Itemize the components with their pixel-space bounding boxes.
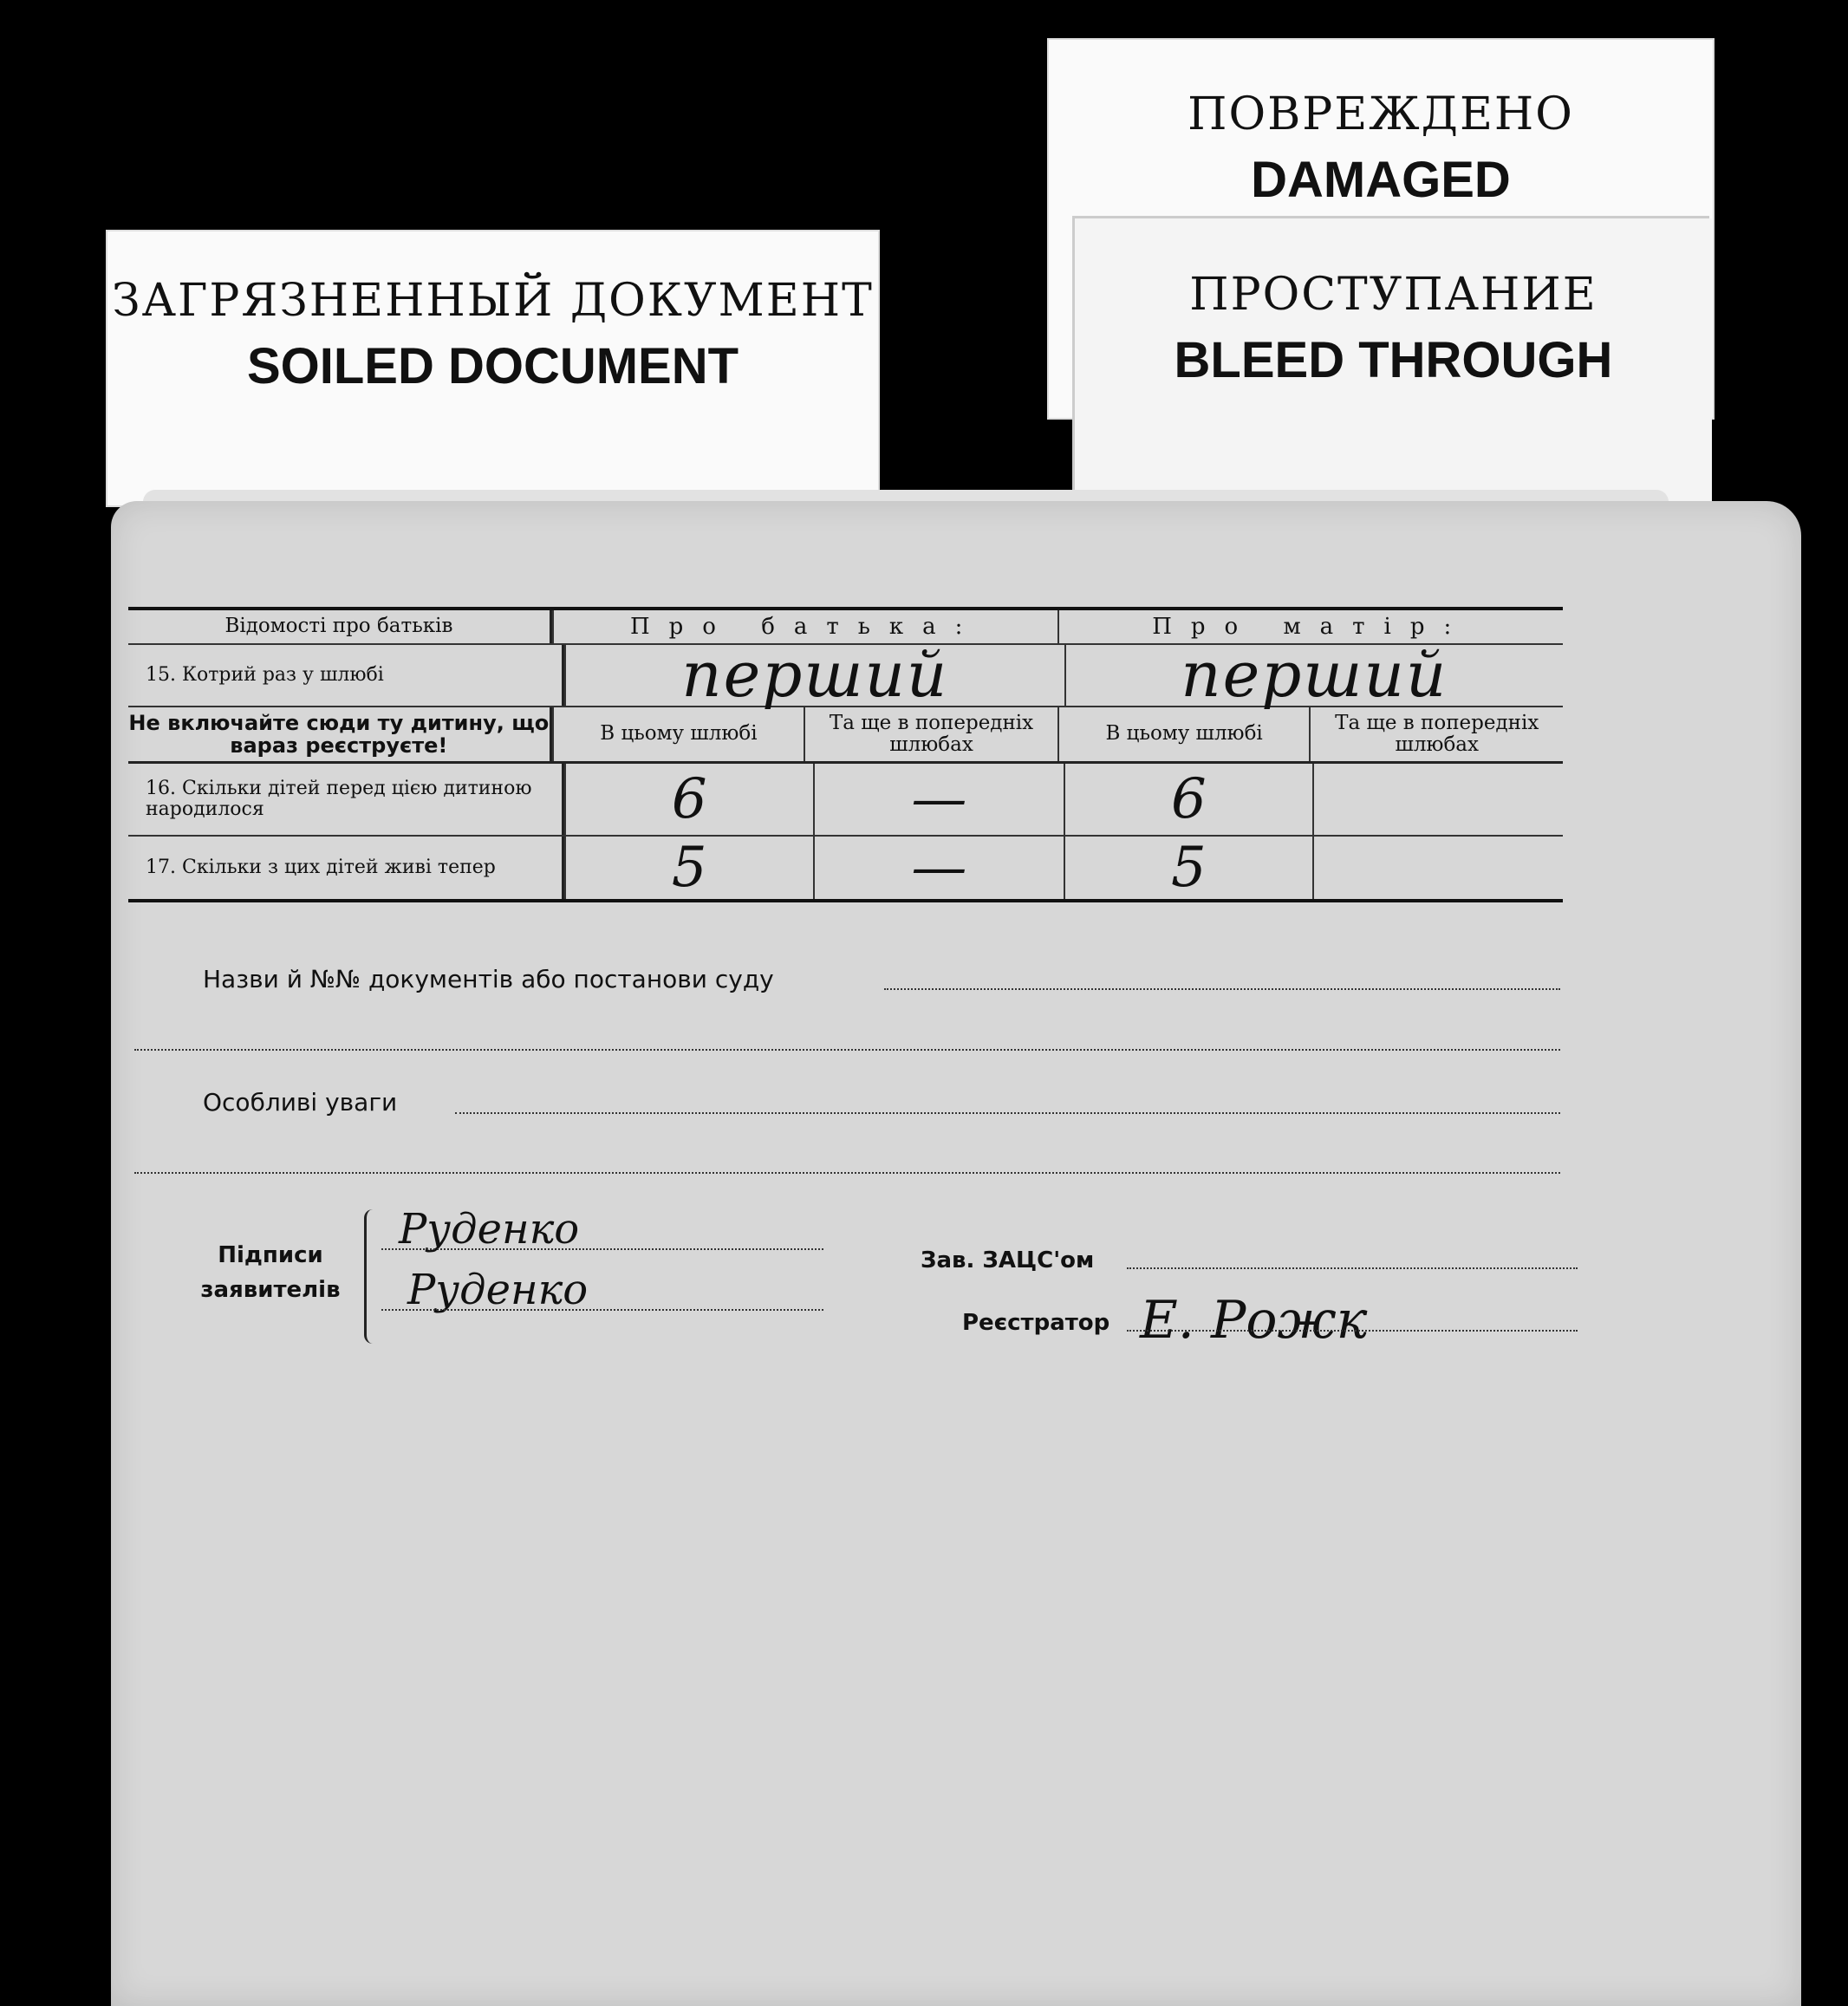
documents-field-line xyxy=(884,988,1560,990)
soiled-label-en: SOILED DOCUMENT xyxy=(246,338,739,394)
row15-father: перший xyxy=(564,645,1064,706)
subheader-father-this: В цьому шлюбі xyxy=(552,707,804,761)
applicants-signature-label: Підписи заявителів xyxy=(200,1242,341,1304)
bleed-label-en: BLEED THROUGH xyxy=(1174,332,1613,388)
row16-mother-prev xyxy=(1312,764,1563,835)
header-parents-info: Відомості про батьків xyxy=(128,610,552,643)
notes-field-line xyxy=(455,1112,1560,1114)
table-row-17 xyxy=(128,837,1563,899)
row17-label: 17. Скільки з цих дітей живі тепер xyxy=(128,837,564,899)
row17-father-prev: — xyxy=(813,837,1064,899)
row17-mother-this: 5 xyxy=(1064,837,1312,899)
applicant-2-line xyxy=(381,1309,823,1311)
row17-father-this: 5 xyxy=(564,837,813,899)
bleed-through-label xyxy=(1075,218,1712,513)
registrar-label: Реєстратор xyxy=(962,1310,1110,1336)
subheader-mother-this: В цьому шлюбі xyxy=(1057,707,1310,761)
subheader-mother-prev: Та ще в попередніх шлюбах xyxy=(1309,707,1563,761)
applicant-1-line xyxy=(381,1248,823,1250)
table-subheader-row xyxy=(128,707,1563,764)
registrar-line xyxy=(1127,1330,1578,1332)
row15-label: 15. Котрий раз у шлюбі xyxy=(128,645,564,706)
head-zags-line xyxy=(1127,1267,1578,1269)
parents-info-table xyxy=(128,607,1563,902)
documents-field-line-2 xyxy=(134,1049,1560,1051)
applicants-brace xyxy=(364,1209,379,1344)
header-mother: Про матір: xyxy=(1057,610,1563,643)
row16-mother-this: 6 xyxy=(1064,764,1312,835)
notes-field-line-2 xyxy=(134,1172,1560,1174)
row16-father-prev: — xyxy=(813,764,1064,835)
table-row-15 xyxy=(128,638,1563,712)
head-zags-label: Зав. ЗАЦС'ом xyxy=(921,1247,1095,1273)
soiled-label-ru: ЗАГРЯЗНЕННЫЙ ДОКУМЕНТ xyxy=(112,275,874,327)
damaged-label-ru: ПОВРЕЖДЕНО xyxy=(1188,88,1574,140)
table-row-16 xyxy=(128,764,1563,837)
row17-mother-prev xyxy=(1312,837,1563,899)
subheader-note: Не включайте сюди ту дитину, що вараз реєструєте! xyxy=(128,707,552,761)
applicant-1-signature: Руденко xyxy=(399,1205,580,1254)
soiled-document-label xyxy=(106,230,880,507)
damaged-label-en: DAMAGED xyxy=(1251,152,1511,208)
row16-father-this: 6 xyxy=(564,764,813,835)
notes-field-label: Особливі уваги xyxy=(203,1088,398,1117)
documents-field-label: Назви й №№ документів або постанови суду xyxy=(203,965,774,993)
row16-label: 16. Скільки дітей перед цією дитиною народилося xyxy=(128,764,564,835)
row15-mother: перший xyxy=(1064,645,1563,706)
subheader-father-prev: Та ще в попередніх шлюбах xyxy=(804,707,1057,761)
registrar-signature: Е. Рожк xyxy=(1140,1290,1368,1351)
bleed-label-ru: ПРОСТУПАНИЕ xyxy=(1189,269,1597,321)
header-father: Про батька: xyxy=(552,610,1058,643)
applicant-2-signature: Руденко xyxy=(407,1266,589,1314)
